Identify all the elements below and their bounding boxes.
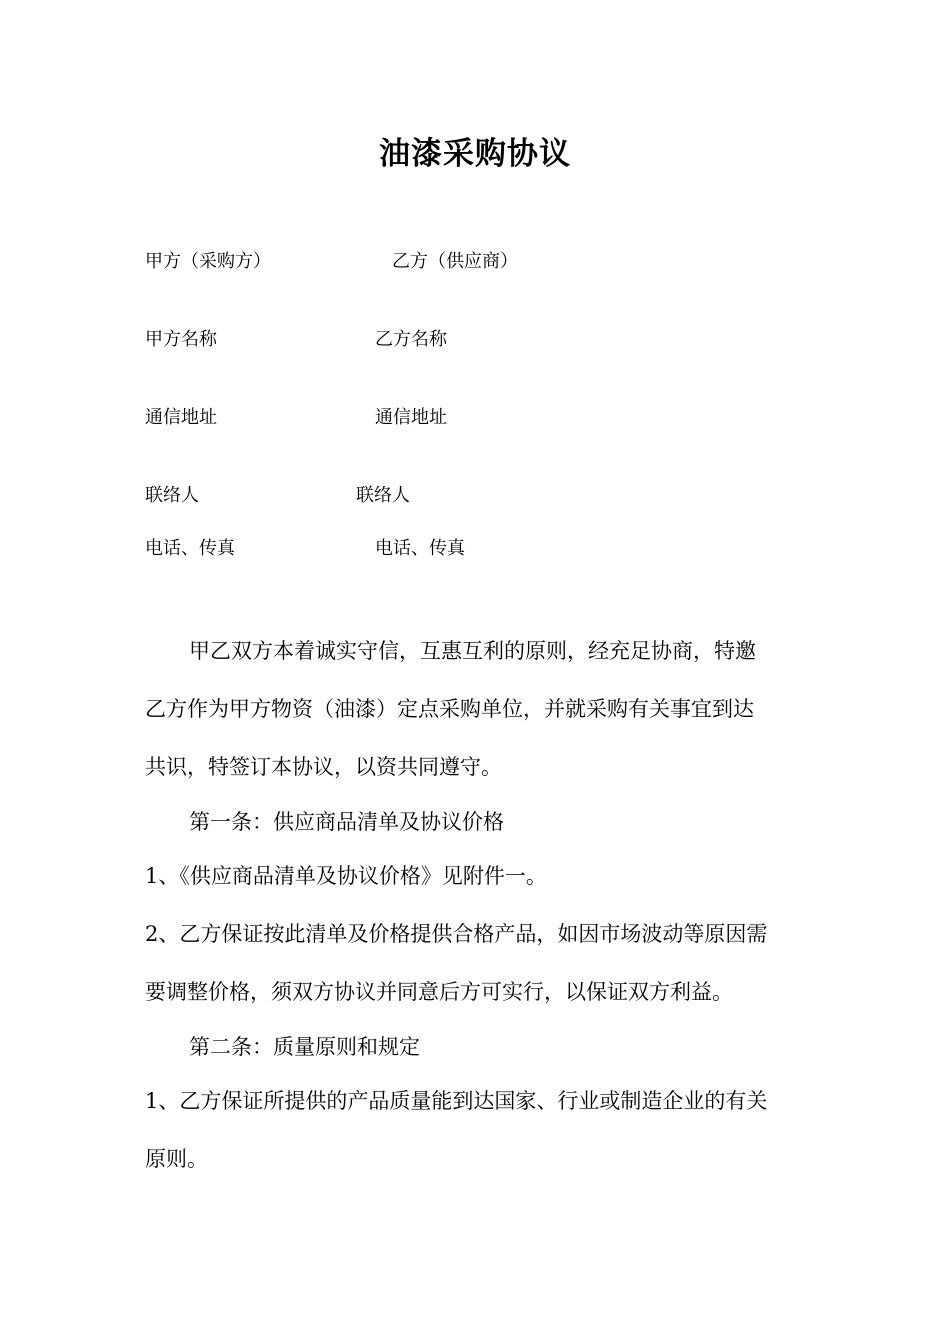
party-a-contact-label: 联络人 — [145, 485, 199, 506]
party-b-address-label: 通信地址 — [375, 407, 447, 428]
article-2-item: 1、乙方保证所提供的产品质量能到达国家、行业或制造企业的有关 — [145, 1089, 768, 1113]
intro-line: 甲乙双方本着诚实守信，互惠互利的原则，经充足协商，特邀 — [189, 639, 756, 663]
article-1-item: 1、《供应商品清单及协议价格》见附件一。 — [145, 864, 547, 888]
intro-line: 共识，特签订本协议，以资共同遵守。 — [145, 755, 502, 779]
article-1-item: 要调整价格，须双方协议并同意后方可实行，以保证双方利益。 — [145, 980, 733, 1004]
document-title: 油漆采购协议 — [379, 136, 571, 172]
party-b-name-label: 乙方名称 — [375, 329, 447, 350]
party-a-address-label: 通信地址 — [145, 407, 217, 428]
article-1-heading: 第一条：供应商品清单及协议价格 — [189, 810, 504, 834]
party-a-phone-label: 电话、传真 — [145, 538, 235, 559]
intro-line: 乙方作为甲方物资（油漆）定点采购单位，并就采购有关事宜到达 — [145, 697, 754, 721]
party-b-contact-label: 联络人 — [356, 485, 410, 506]
party-b-phone-label: 电话、传真 — [375, 538, 465, 559]
article-2-heading: 第二条：质量原则和规定 — [189, 1035, 420, 1059]
party-b-header: 乙方（供应商） — [392, 251, 518, 272]
party-a-name-label: 甲方名称 — [145, 329, 217, 350]
article-1-item: 2、乙方保证按此清单及价格提供合格产品，如因市场波动等原因需 — [145, 922, 768, 946]
party-a-header: 甲方（采购方） — [145, 251, 271, 272]
article-2-item: 原则。 — [145, 1147, 208, 1171]
